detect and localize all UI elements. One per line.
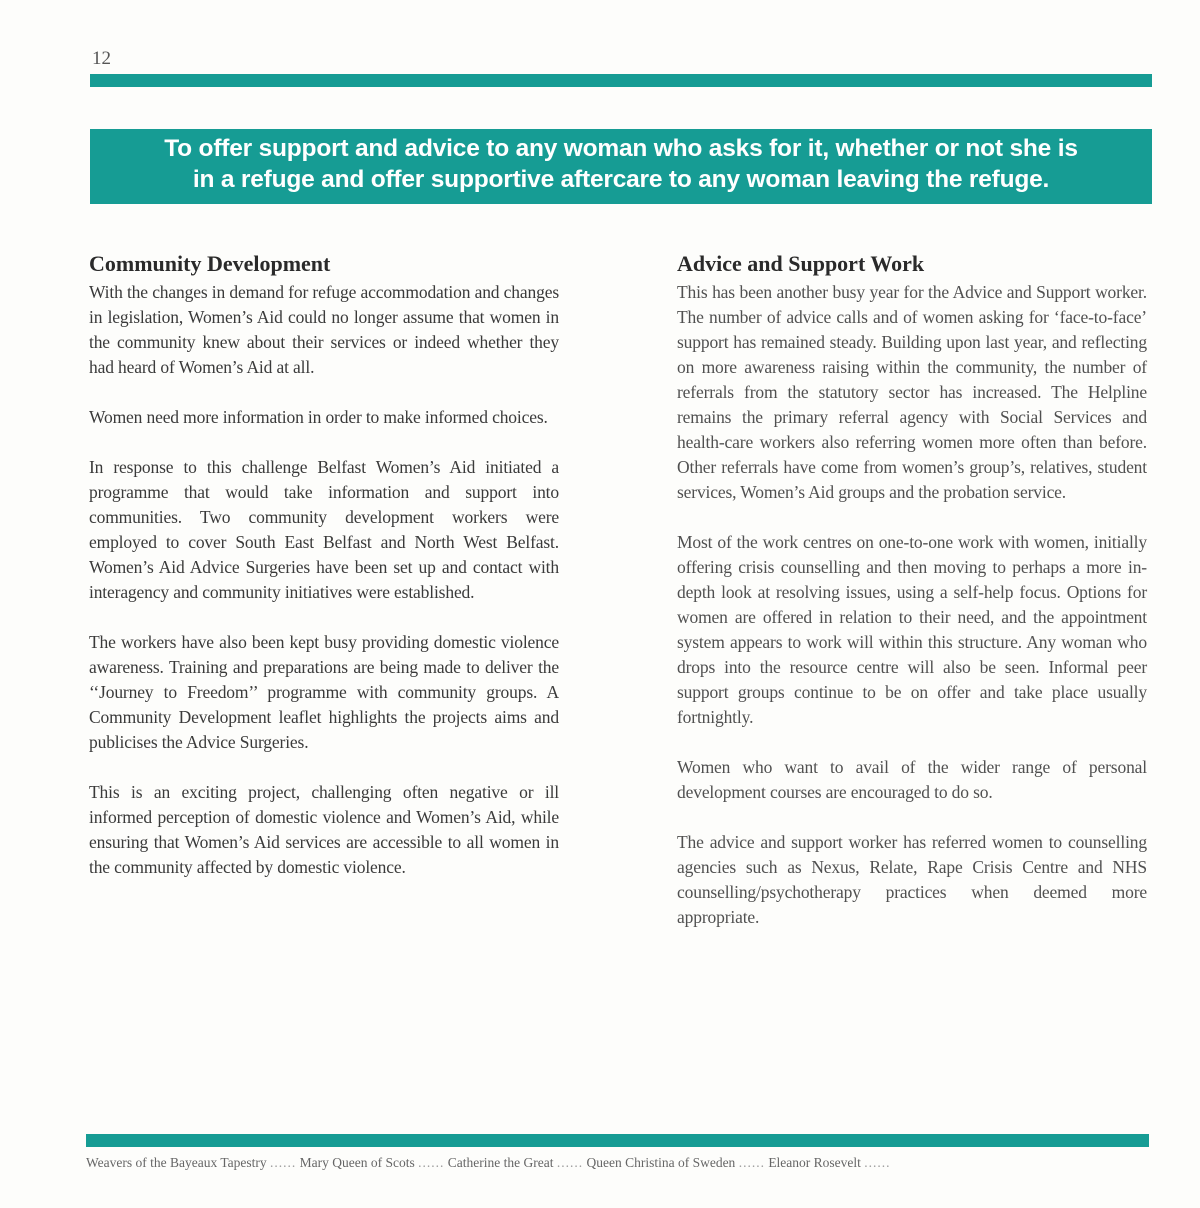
footer-item: Eleanor Rosevelt (768, 1155, 861, 1170)
paragraph: Women who want to avail of the wider range of personal development courses are encouraged to do so. (677, 757, 1147, 802)
footer-separator: ...... (738, 1155, 765, 1170)
page-number: 12 (92, 48, 111, 69)
section-heading-community-development: Community Development (89, 251, 331, 276)
banner-line-1: To offer support and advice to any woman who asks for it, whether or not she is (164, 135, 1078, 162)
left-column (89, 250, 559, 905)
paragraph: Women need more information in order to make informed choices. (89, 407, 548, 427)
top-rule (90, 74, 1152, 87)
paragraph: Most of the work centres on one-to-one work with women, initially offering crisis counselling and then moving to perhaps a more in-depth look at resolving issues, using a self-help focus. Options for women are offered in relation to their need, and the appointment system appears to work will within this structure. Any woman who drops into the resource centre will also be seen. Informal peer support groups continue to be on offer and take place usually fortnightly. (677, 532, 1147, 727)
right-column (677, 250, 1147, 955)
footer-item: Catherine the Great (447, 1155, 554, 1170)
footer-item: Queen Christina of Sweden (586, 1155, 736, 1170)
footer-separator: ...... (864, 1155, 891, 1170)
paragraph: In response to this challenge Belfast Women’s Aid initiated a programme that would take information and support into communities. Two community development workers were employed to cover South East Belfast and North West Belfast. Women’s Aid Advice Surgeries have been set up and contact with interagency and community initiatives were established. (89, 457, 559, 602)
paragraph: With the changes in demand for refuge accommodation and changes in legislation, Women’s Aid could no longer assume that women in the community knew about their services or indeed whether they had heard of Women’s Aid at all. (89, 282, 559, 377)
bottom-rule (86, 1134, 1149, 1147)
paragraph: The workers have also been kept busy providing domestic violence awareness. Training and preparations are being made to deliver the ‘‘Journey to Freedom’’ programme with community groups. A Community Development leaflet highlights the projects aims and publicises the Advice Surgeries. (89, 632, 559, 752)
footer-separator: ...... (556, 1155, 584, 1170)
banner-line-2: in a refuge and offer supportive aftercare to any woman leaving the refuge. (192, 166, 1050, 193)
footer-item: Weavers of the Bayeaux Tapestry (86, 1155, 267, 1170)
footer-names (86, 1154, 1149, 1172)
section-heading-advice-support: Advice and Support Work (677, 251, 925, 276)
paragraph: This is an exciting project, challenging often negative or ill informed perception of domestic violence and Women’s Aid, while ensuring that Women’s Aid services are accessible to all women in the community affected by domestic violence. (89, 782, 559, 877)
mission-banner (90, 129, 1152, 204)
paragraph: The advice and support worker has referred women to counselling agencies such as Nexus, Relate, Rape Crisis Centre and NHS counselling/psychotherapy practices when deemed more appropriate. (677, 832, 1147, 927)
footer-separator: ...... (270, 1155, 297, 1170)
paragraph: This has been another busy year for the Advice and Support worker. The number of advice calls and of women asking for ‘face-to-face’ support has remained steady. Building upon last year, and reflecting on more awareness raising within the community, the number of referrals from the statutory sector has increased. The Helpline remains the primary referral agency with Social Services and health-care workers also referring women more often than before. Other referrals have come from women’s group’s, relatives, student services, Women’s Aid groups and the probation service. (677, 282, 1147, 502)
footer-separator: ...... (418, 1155, 445, 1170)
footer-item: Mary Queen of Scots (299, 1155, 415, 1170)
